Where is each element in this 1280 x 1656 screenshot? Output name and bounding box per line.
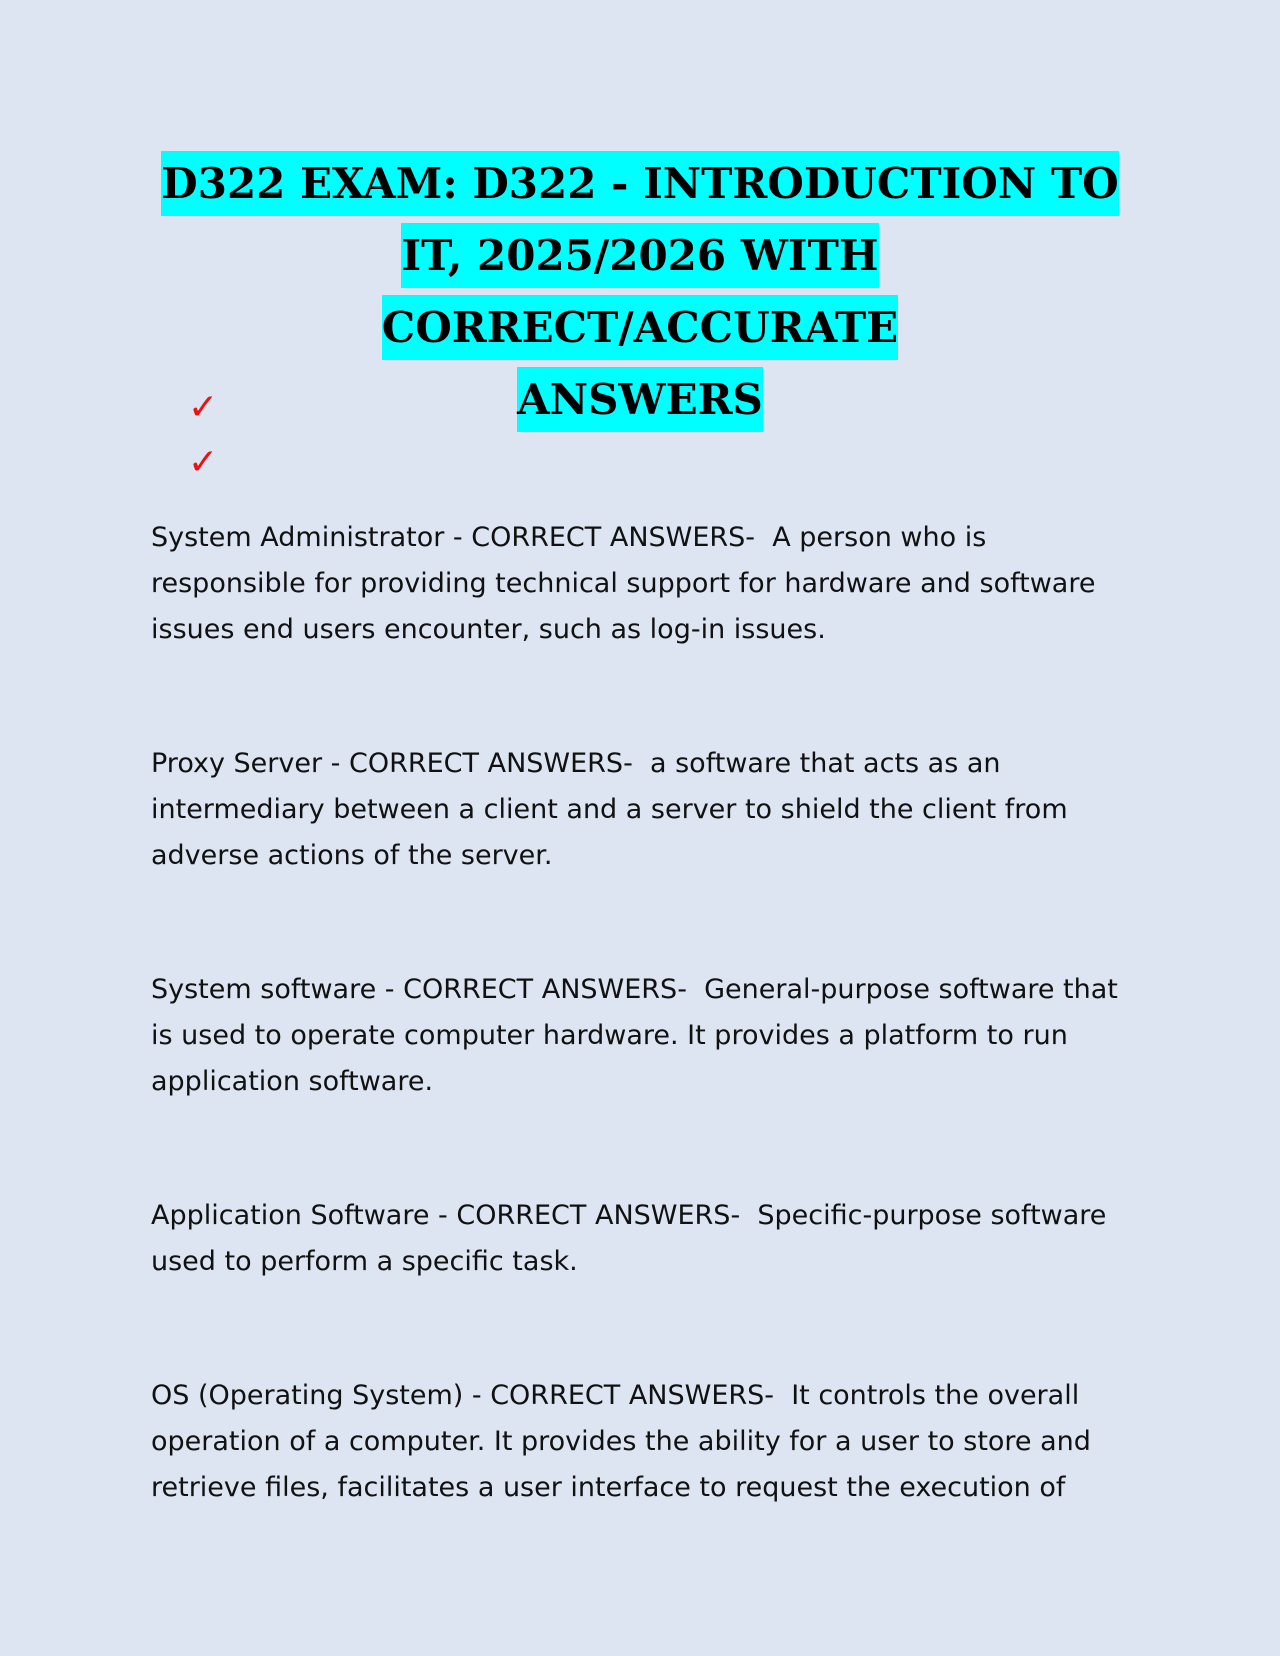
- entry-definition: a software that acts as an intermediary between a client and a server to shield the client from adverse actions of the server.: [151, 748, 1068, 871]
- entry-definition: It controls the overall operation of a computer. It provides the ability for a user to store and retrieve files, facilitates a user interface to request the execution of: [151, 1380, 1091, 1503]
- checkmark-icon: ✓: [188, 442, 219, 483]
- entry-answer-label: - CORRECT ANSWERS-: [376, 974, 705, 1005]
- document-title: [150, 148, 1130, 436]
- qa-entry-operating-system: [151, 1373, 1141, 1511]
- qa-entry-proxy-server: [151, 741, 1141, 879]
- qa-entry-system-software: [151, 967, 1141, 1105]
- entry-definition: Specific-purpose software used to perform a specific task.: [151, 1200, 1107, 1277]
- title-line-1: D322 EXAM: D322 - INTRODUCTION TO: [161, 151, 1118, 216]
- title-line-2: IT, 2025/2026 WITH CORRECT/ACCURATE: [382, 223, 898, 360]
- entry-answer-label: - CORRECT ANSWERS-: [429, 1200, 758, 1231]
- entry-answer-label: - CORRECT ANSWERS-: [444, 522, 773, 553]
- entry-answer-label: - CORRECT ANSWERS-: [463, 1380, 792, 1411]
- entry-definition: General-purpose software that is used to operate computer hardware. It provides a platform to run application software.: [151, 974, 1118, 1097]
- qa-entry-application-software: [151, 1193, 1141, 1285]
- qa-entry-list: [151, 515, 1141, 1599]
- entry-term: System Administrator: [151, 522, 445, 553]
- entry-term: Application Software: [151, 1200, 430, 1231]
- checkmark-icon: ✓: [188, 387, 219, 428]
- entry-answer-label: - CORRECT ANSWERS-: [322, 748, 650, 779]
- title-line-3: ANSWERS: [517, 367, 763, 432]
- check-mark-list: [188, 380, 218, 490]
- entry-term: OS (Operating System): [151, 1380, 464, 1411]
- qa-entry-system-administrator: [151, 515, 1141, 653]
- entry-term: Proxy Server: [151, 748, 323, 779]
- entry-term: System software: [151, 974, 377, 1005]
- entry-definition: A person who is responsible for providing technical support for hardware and software issues end users encounter, such as log-in issues.: [151, 522, 1096, 645]
